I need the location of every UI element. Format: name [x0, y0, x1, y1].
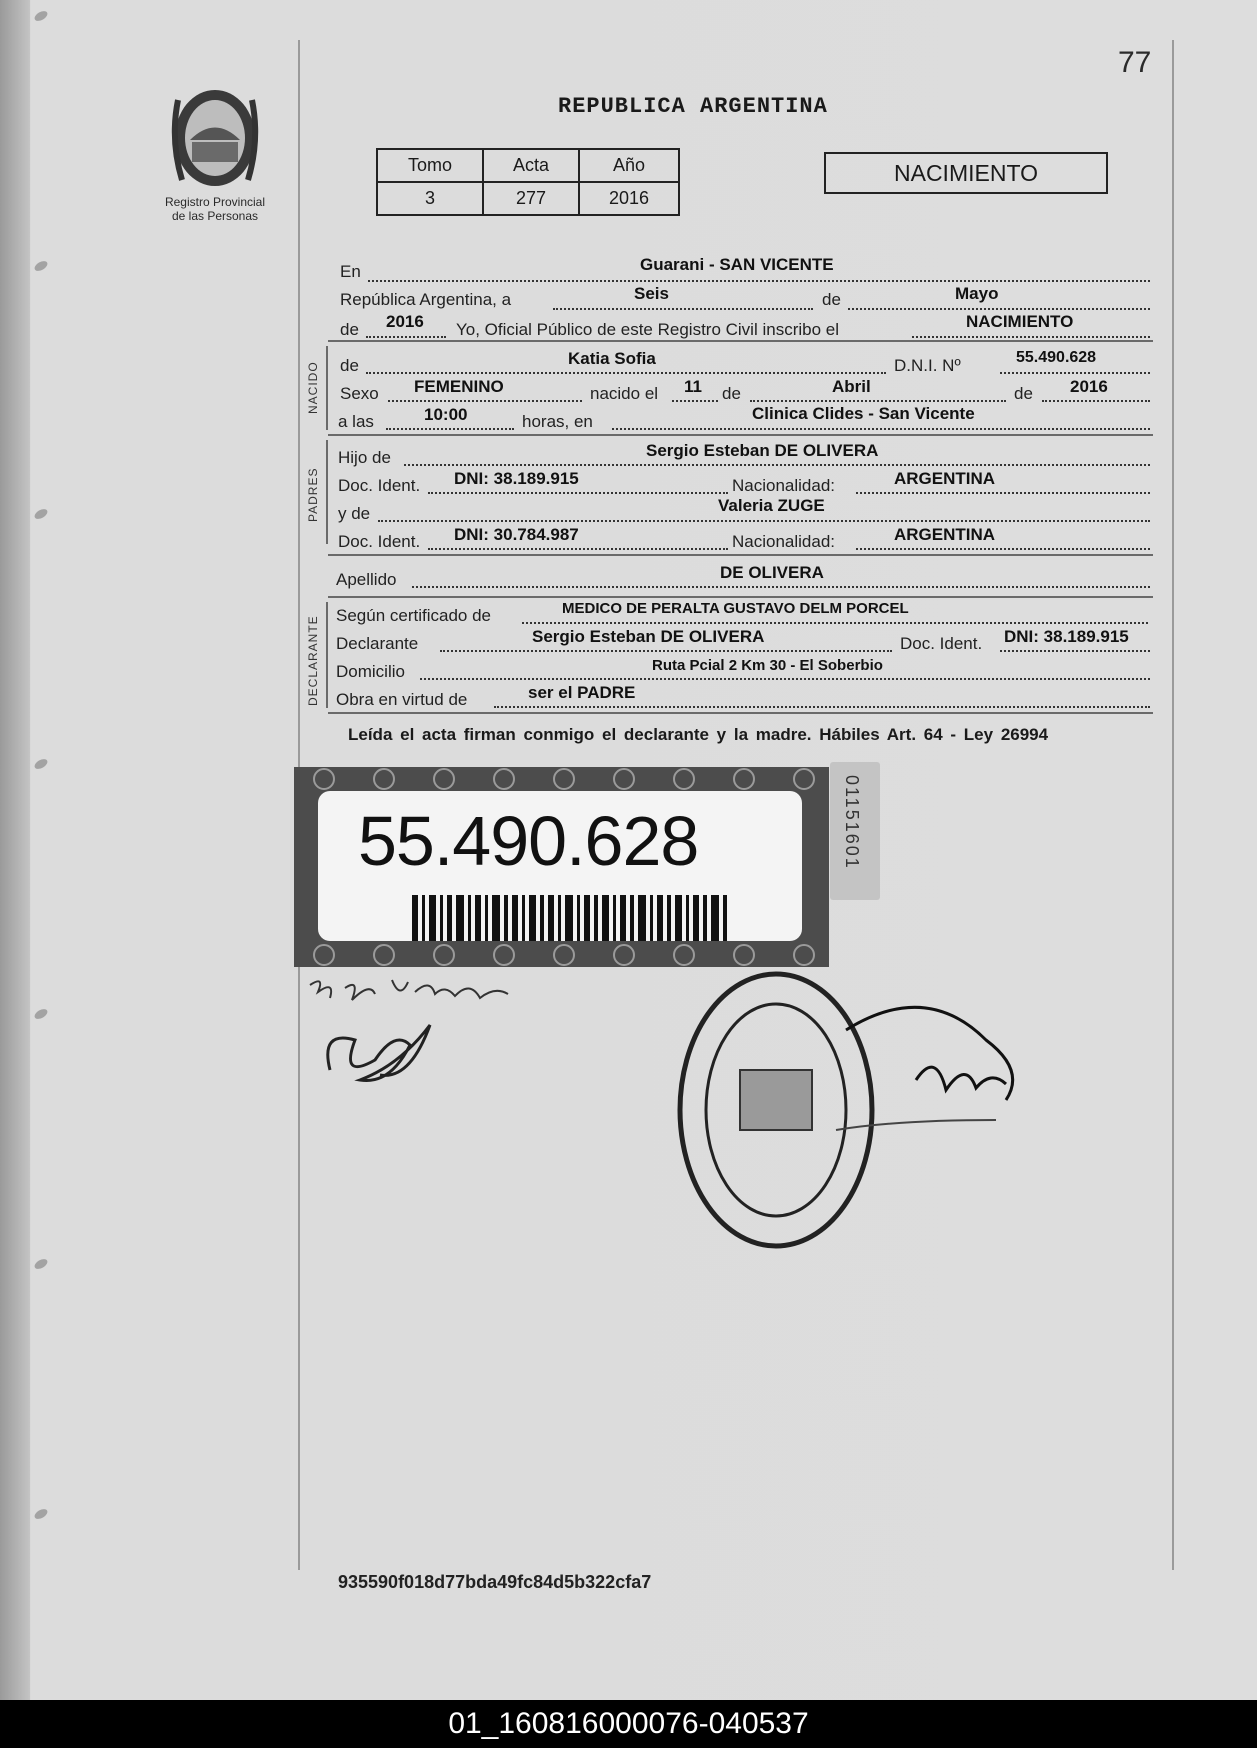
sticker-card — [318, 791, 802, 941]
dotted-line — [1042, 400, 1150, 402]
section-bracket — [326, 602, 328, 708]
punch-mark — [33, 9, 49, 23]
value-obra: ser el PADRE — [528, 683, 636, 702]
registry-header-row — [377, 149, 679, 182]
section-divider — [328, 340, 1153, 342]
value-padre: Sergio Esteban DE OLIVERA — [646, 441, 879, 460]
section-divider — [328, 712, 1153, 714]
section-divider — [328, 434, 1153, 436]
act-type-box: NACIMIENTO — [824, 152, 1108, 194]
dotted-line — [848, 308, 1150, 310]
label-sexo: Sexo — [340, 384, 379, 403]
logo-caption — [150, 195, 280, 223]
value-declarante-doc: DNI: 38.189.915 — [1004, 627, 1129, 646]
label-nacido-el: nacido el — [590, 384, 659, 403]
label-doc-padre: Doc. Ident. — [338, 476, 421, 495]
dotted-line — [386, 428, 514, 430]
dotted-line — [1000, 650, 1150, 652]
value-inscribo: NACIMIENTO — [966, 312, 1074, 331]
page-edge — [0, 0, 30, 1700]
dotted-line — [856, 548, 1150, 550]
value-hora: 10:00 — [424, 405, 468, 424]
dotted-line — [553, 308, 813, 310]
right-margin-line — [1172, 40, 1174, 1570]
punch-mark — [33, 757, 49, 771]
dotted-line — [368, 280, 1150, 282]
value-dia: Seis — [634, 284, 669, 303]
value-padre-doc: DNI: 38.189.915 — [454, 469, 579, 488]
value-sexo: FEMENINO — [414, 377, 504, 396]
label-de2: de — [722, 384, 741, 403]
label-a-las: a las — [338, 412, 374, 431]
value-anio: 2016 — [386, 312, 424, 331]
label-de-anio: de — [340, 320, 359, 339]
value-en: Guarani - SAN VICENTE — [640, 255, 834, 274]
section-divider — [328, 596, 1153, 598]
dotted-line — [412, 586, 1150, 588]
section-padres-label: PADRES — [306, 467, 320, 522]
dotted-line — [366, 336, 446, 338]
value-domicilio: Ruta Pcial 2 Km 30 - El Soberbio — [652, 657, 883, 674]
registry-value-row — [377, 182, 679, 215]
label-doc-madre: Doc. Ident. — [338, 532, 421, 551]
sticker-dni-number: 55.490.628 — [358, 802, 699, 880]
logo-caption-line: Registro Provincial — [164, 195, 266, 209]
punch-mark — [33, 1007, 49, 1021]
section-divider — [328, 554, 1153, 556]
value-dni: 55.490.628 — [1016, 349, 1097, 366]
value-madre-doc: DNI: 30.784.987 — [454, 525, 579, 544]
punch-mark — [33, 1257, 49, 1271]
section-bracket — [326, 440, 328, 544]
label-horas-en: horas, en — [522, 412, 593, 431]
label-obra: Obra en virtud de — [336, 690, 468, 709]
label-de3: de — [1014, 384, 1033, 403]
index-tab-number: 01151601 — [842, 775, 862, 870]
value-mes: Mayo — [955, 284, 999, 303]
dotted-line — [378, 520, 1150, 522]
label-en: En — [340, 262, 361, 281]
barcode-icon — [412, 895, 732, 941]
page-number: 77 — [1118, 46, 1152, 79]
value-mes-nac: Abril — [832, 377, 871, 396]
header-tomo: Tomo — [377, 149, 483, 182]
label-apellido: Apellido — [336, 570, 397, 589]
label-dni: D.N.I. Nº — [894, 356, 961, 375]
punch-mark — [33, 259, 49, 273]
header-acta: Acta — [483, 149, 579, 182]
dotted-line — [522, 622, 1148, 624]
dni-sticker — [294, 767, 829, 967]
punch-mark — [33, 1507, 49, 1521]
value-apellido: DE OLIVERA — [720, 563, 824, 582]
dotted-line — [428, 492, 728, 494]
value-tomo: 3 — [377, 182, 483, 215]
label-hijo-de: Hijo de — [338, 448, 391, 467]
header-anio: Año — [579, 149, 679, 182]
label-de: de — [822, 290, 841, 309]
dotted-line — [1000, 372, 1150, 374]
signature-mother — [300, 970, 540, 1100]
dotted-line — [494, 706, 1150, 708]
value-madre: Valeria ZUGE — [718, 496, 825, 515]
punch-mark — [33, 507, 49, 521]
label-y-de: y de — [338, 504, 371, 523]
dotted-line — [388, 400, 582, 402]
label-certificado: Según certificado de — [336, 606, 491, 625]
dotted-line — [404, 464, 1150, 466]
dotted-line — [750, 400, 1006, 402]
value-acta: 277 — [483, 182, 579, 215]
label-declarante: Declarante — [336, 634, 419, 653]
dotted-line — [612, 428, 1150, 430]
section-declarante-label: DECLARANTE — [306, 615, 320, 706]
logo-caption-line: de las Personas — [171, 209, 259, 223]
dotted-line — [366, 372, 886, 374]
label-inscribo: Yo, Oficial Público de este Registro Civil inscribo el — [456, 320, 839, 339]
value-anio: 2016 — [579, 182, 679, 215]
value-declarante: Sergio Esteban DE OLIVERA — [532, 627, 765, 646]
label-nacido-de: de — [340, 356, 359, 375]
footer-id-bar: 01_160816000076-040537 — [0, 1700, 1257, 1748]
document-title: REPUBLICA ARGENTINA — [558, 94, 828, 119]
dotted-line — [912, 336, 1150, 338]
label-nac-madre: Nacionalidad: — [732, 532, 836, 551]
value-lugar: Clinica Clides - San Vicente — [752, 404, 975, 423]
dotted-line — [672, 400, 718, 402]
dotted-line — [440, 650, 892, 652]
section-nacido-label: NACIDO — [306, 361, 320, 414]
label-domicilio: Domicilio — [336, 662, 405, 681]
section-bracket — [326, 346, 328, 430]
value-madre-nac: ARGENTINA — [894, 525, 996, 544]
label-doc-declarante: Doc. Ident. — [900, 634, 983, 653]
value-anio-nac: 2016 — [1070, 377, 1108, 396]
value-padre-nac: ARGENTINA — [894, 469, 996, 488]
dotted-line — [856, 492, 1150, 494]
dotted-line — [428, 548, 728, 550]
label-nac-padre: Nacionalidad: — [732, 476, 836, 495]
misiones-seal-icon — [160, 80, 270, 195]
value-nombre: Katia Sofia — [568, 349, 656, 368]
value-dia-nac: 11 — [684, 377, 702, 396]
dotted-line — [420, 678, 1150, 680]
value-certificado: MEDICO DE PERALTA GUSTAVO DELM PORCEL — [562, 600, 909, 617]
registry-table — [376, 148, 680, 216]
official-stamp — [676, 960, 1076, 1250]
closing-statement: Leída el acta firman conmigo el declarante y la madre. Hábiles Art. 64 - Ley 26994 — [348, 725, 1049, 744]
document-hash: 935590f018d77bda49fc84d5b322cfa7 — [338, 1572, 652, 1592]
label-republica: República Argentina, a — [340, 290, 512, 309]
